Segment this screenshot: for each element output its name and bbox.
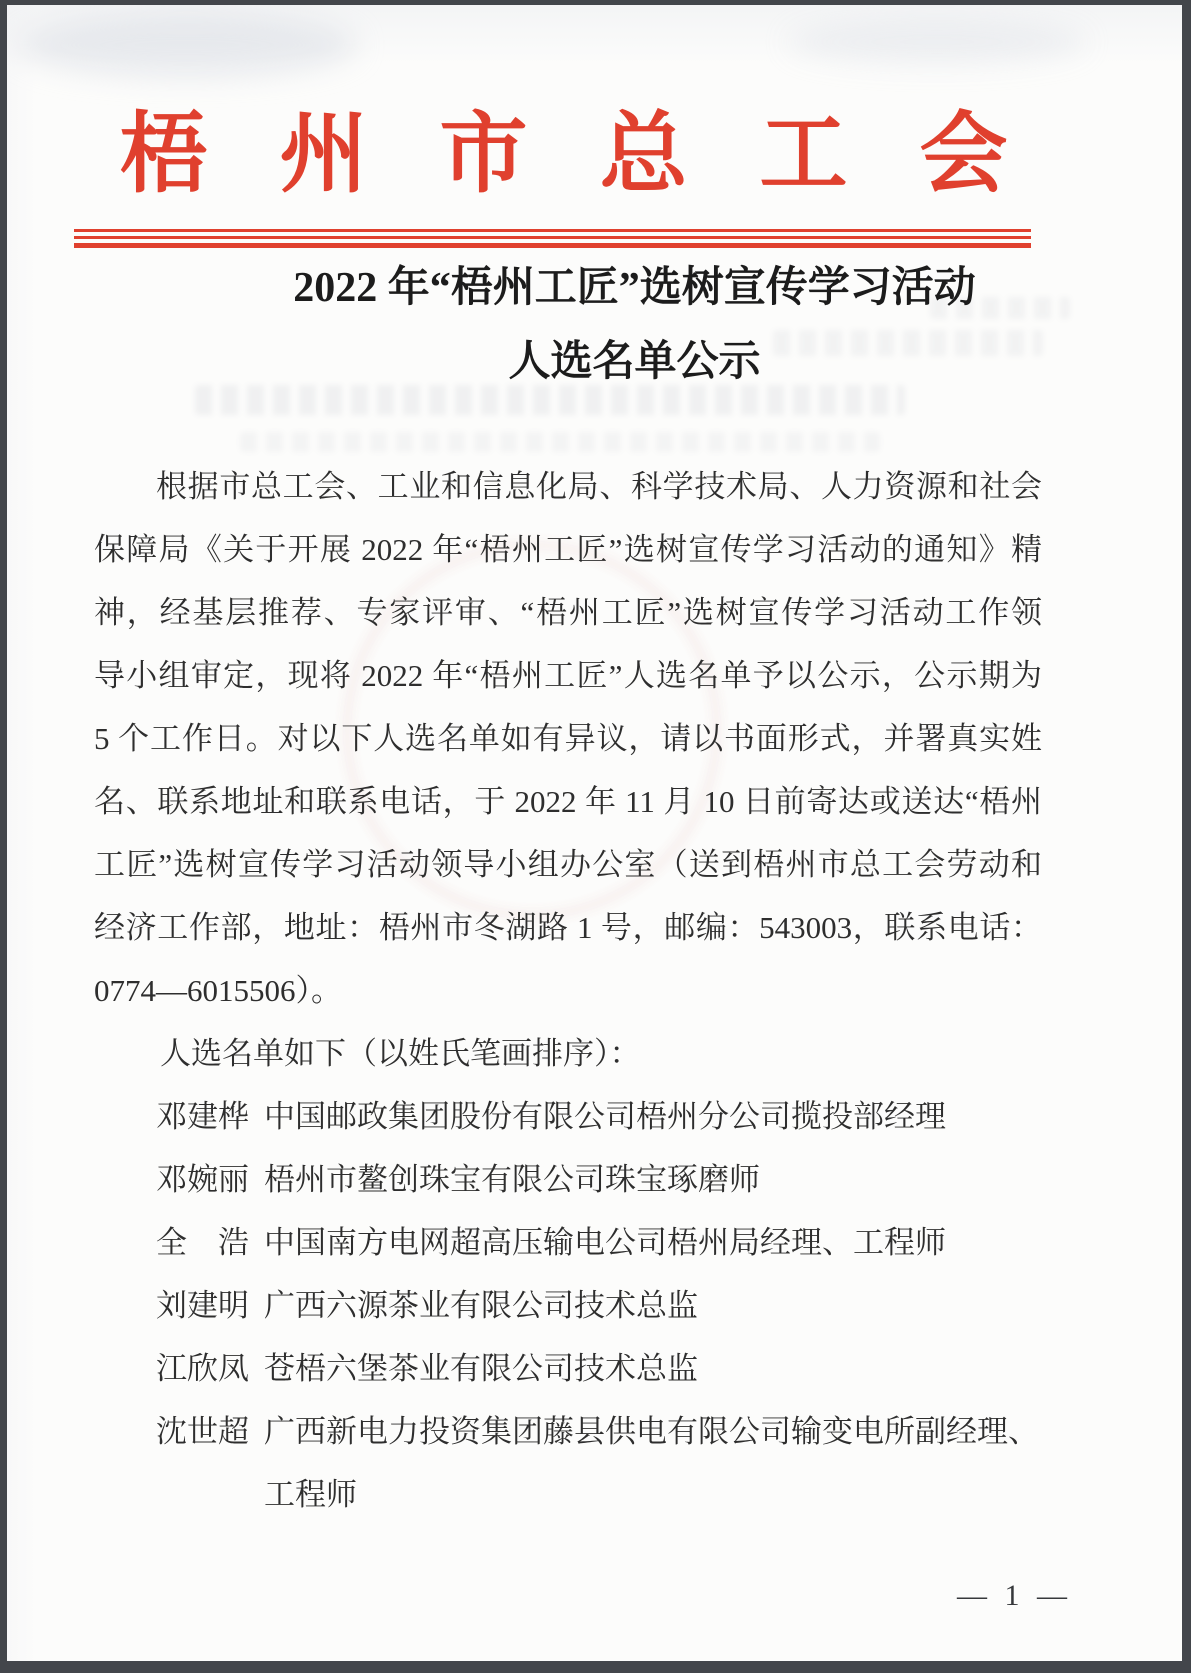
paragraph-line: 0774—6015506）。 [94,973,342,1008]
candidate-job-title: 梧州市鳌创珠宝有限公司珠宝琢磨师 [264,1162,760,1197]
paragraph-line: 工匠”选树宣传学习活动领导小组办公室（送到梧州市总工会劳动和 [94,847,1042,882]
candidate-name: 沈世超 [156,1414,249,1449]
document-body [94,455,1042,1526]
candidate-job-title: 广西新电力投资集团藤县供电有限公司输变电所副经理、工程师 [264,1414,1039,1512]
document-title-line1: 2022 年“梧州工匠”选树宣传学习活动 [293,265,976,311]
candidate-row [94,1085,1042,1148]
paragraph-line: 5 个工作日。对以下人选名单如有异议，请以书面形式，并署真实姓 [94,721,1042,756]
candidate-row [94,1148,1042,1211]
candidate-list-intro: 人选名单如下（以姓氏笔画排序）： [160,1036,641,1071]
paragraph-line: 名、联系地址和联系电话，于 2022 年 11 月 10 日前寄达或送达“梧州 [94,784,1042,819]
scan-smudge-artifact [17,13,357,77]
candidate-name: 邓建桦 [156,1099,249,1134]
candidate-name: 刘建明 [156,1288,249,1323]
letterhead-divider [74,229,1031,248]
candidate-job-title: 中国南方电网超高压输电公司梧州局经理、工程师 [264,1225,946,1260]
candidate-row [94,1337,1042,1400]
candidate-list [94,1085,1042,1526]
candidate-name: 江欣凤 [156,1351,249,1386]
paragraph-line: 导小组审定，现将 2022 年“梧州工匠”人选名单予以公示，公示期为 [94,658,1042,693]
bleed-through-artifact [240,432,880,452]
document-page [7,5,1182,1661]
page-number: — 1 — [957,1579,1072,1612]
candidate-row [94,1274,1042,1337]
divider-thin-line [74,229,1031,232]
letterhead-org-name: 梧州市总工会 [119,107,1080,204]
paragraph-line: 经济工作部，地址：梧州市冬湖路 1 号，邮编：543003，联系电话： [94,910,1042,945]
candidate-job-title: 中国邮政集团股份有限公司梧州分公司揽投部经理 [264,1099,946,1134]
divider-thin-line [74,236,1031,239]
candidate-name: 邓婉丽 [156,1162,249,1197]
paragraph-line: 保障局《关于开展 2022 年“梧州工匠”选树宣传学习活动的通知》精 [94,532,1042,567]
paragraph-line: 根据市总工会、工业和信息化局、科学技术局、人力资源和社会 [156,469,1042,504]
announcement-paragraph [94,455,1042,1022]
scan-smudge-artifact [787,19,1087,65]
divider-thick-line [74,243,1031,248]
candidate-name: 全 浩 [156,1225,249,1260]
document-title-line2: 人选名单公示 [508,339,761,385]
candidate-row [94,1400,1042,1526]
paragraph-line: 神，经基层推荐、专家评审、“梧州工匠”选树宣传学习活动工作领 [94,595,1042,630]
candidate-row [94,1211,1042,1274]
candidate-job-title: 广西六源茶业有限公司技术总监 [264,1288,698,1323]
document-title [87,251,1182,399]
candidate-job-title: 苍梧六堡茶业有限公司技术总监 [264,1351,698,1386]
